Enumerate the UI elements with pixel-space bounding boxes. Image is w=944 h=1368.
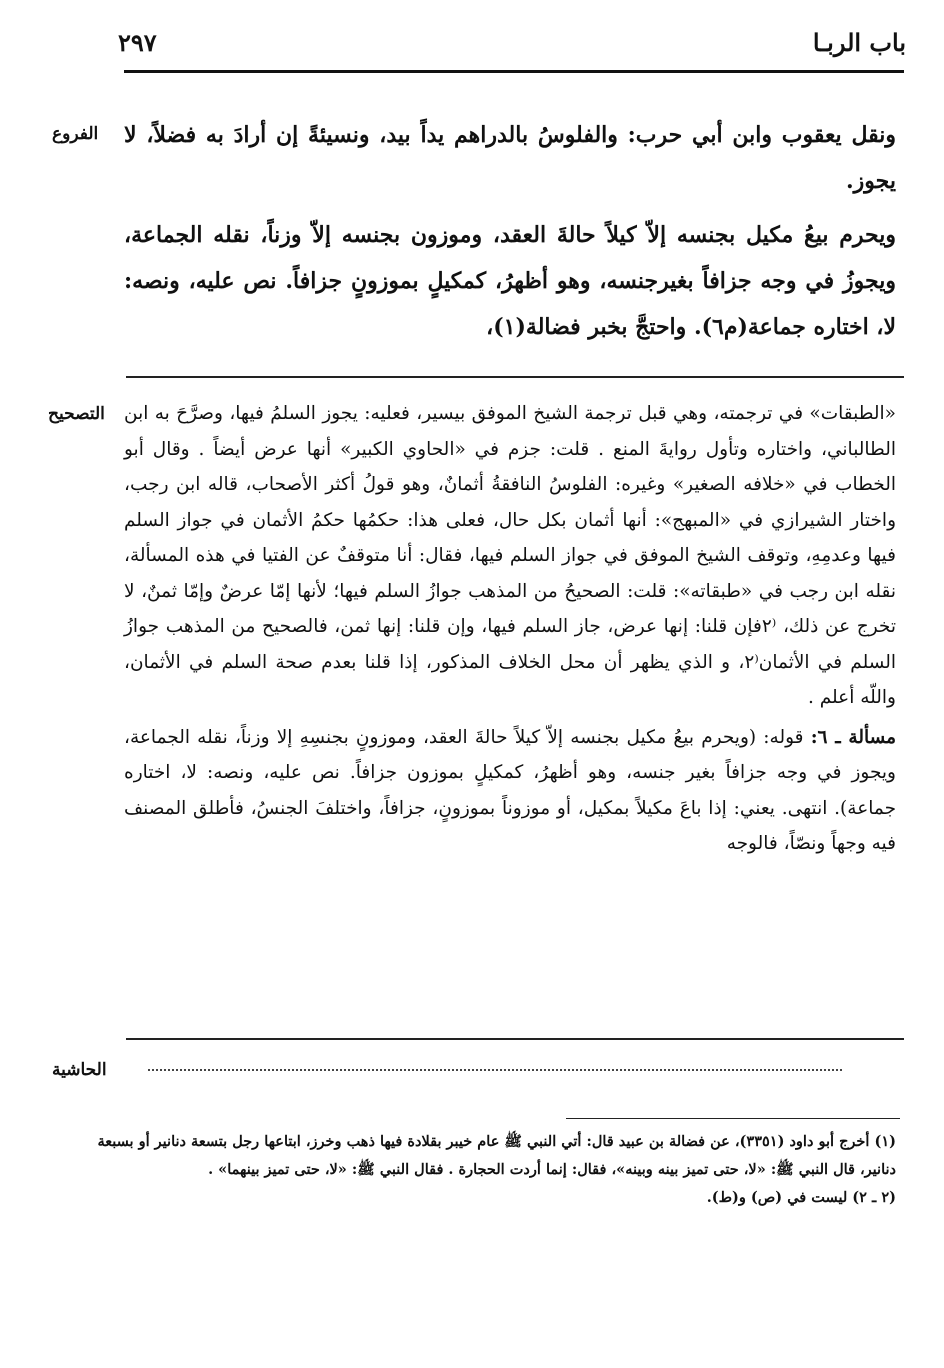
tashih-paragraph-1: «الطبقات» في ترجمته، وهي قبل ترجمة الشيخ الموفق بيسير، فعليه: يجوز السلمُ فيها، وصرَّحَ به ابن الطالباني، واختاره وتأول روايةَ المنع . قلت: جزم في «الحاوي الكبير» أنها عرض أيضاً . وقال أبو الخطاب في «خلافه الصغير» وغيره: الفلوسُ النافقةُ أثمانٌ، وهو قولُ أكثر الأصحاب، قاله ابن رجب، واختار الشيرازي في «المبهج»: أنها أثمان بكل حال، فعلى هذا: حكمُها حكمُ الأثمان في جواز السلم فيها وعدمِهِ، وتوقف الشيخ الموفق في جواز السلم فيها، فقال: أنا متوقفٌ عن الفتيا في هذه المسألة، نقله ابن رجب في «طبقاته»: قلت: الصحيحُ من المذهب جوازُ السلم فيها؛ لأنها إمّا عرضٌ وإمّا ثمنٌ، لا تخرج عن ذلك، ⁽٢فإن قلنا: إنها عرض، جاز السلم فيها، وإن قلنا: إنها ثمن، فالصحيح من المذهب جوازُ السلم في الأثمان⁽٢، و الذي يظهر أن محل الخلاف المذكور، إذا قلنا بعدم صحة السلم في الأثمان، واللّه أعلم . [124,403,897,708]
header-rule [124,70,904,73]
furu-section [124,112,896,350]
section-divider [126,376,904,378]
footnote-1: (١) أخرج أبو داود (٣٣٥١)، عن فضالة بن عبيد قال: أتي النبي ﷺ عام خيبر بقلادة فيها ذهب وخرز، ابتاعها رجل بتسعة دنانير أو بسبعة دنانير، قال النبي ﷺ: «لا، حتى تميز بينه وبينه»، فقال: إنما أردت الحجارة . فقال النبي ﷺ: «لا، حتى تميز بينهما» . [97,1133,896,1178]
masala-heading: مسألة ـ ٦: [810,726,897,748]
furu-paragraph-1: ونقل يعقوب وابن أبي حرب: والفلوسُ بالدراهم يداً بيد، ونسيئةً إن أرادَ به فضلاً، لا يجوز. [124,122,896,194]
masala-paragraph [124,720,896,862]
section-label-furu: الفروع [52,124,99,144]
section-label-tashih: التصحيح [48,404,105,424]
tashih-section [124,396,896,862]
footnote-rule [566,1118,900,1119]
page-number: ٢٩٧ [118,28,157,57]
hashiya-dotted-line [148,1069,842,1071]
running-header-title: باب الربـا [812,28,906,57]
tashih-bottom-rule [126,1038,904,1040]
footnote-2: (٢ ـ ٢) ليست في (ص) و(ط). [706,1189,896,1206]
furu-paragraph-2: ويحرم بيعُ مكيل بجنسه إلاّ كيلاً حالةَ العقد، وموزون بجنسه إلاّ وزناً، نقله الجماعة، ويجوزُ في وجه جزافاً بغيرجنسه، وهو أظهرُ، كمكيلٍ بموزونٍ جزافاً. نص عليه، ونصه: لا، اختاره جماعة(م٦). واحتجَّ بخبر فضالة(١)، [124,222,896,340]
section-label-hashiya: الحاشية [52,1060,107,1080]
footnotes [70,1128,896,1212]
masala-text: قوله: (ويحرم بيعُ مكيل بجنسه إلاّ كيلاً حالةَ العقد، وموزونٍ بجنسِهِ إلا وزناً، نقله الجماعة، ويجوز في وجه جزافاً بغير جنسه، وهو أظهرُ، كمكيلٍ بموزون جزافاً. نص عليه، ونصه: لا، اختاره جماعة). انتهى. يعني: إذا باعَ مكيلاً بمكيل، أو موزوناً بموزونٍ، جزافاً، واختلفَ الجنسُ، فأطلق المصنف فيه وجهاً ونصّاً، فالوجه [124,726,896,854]
